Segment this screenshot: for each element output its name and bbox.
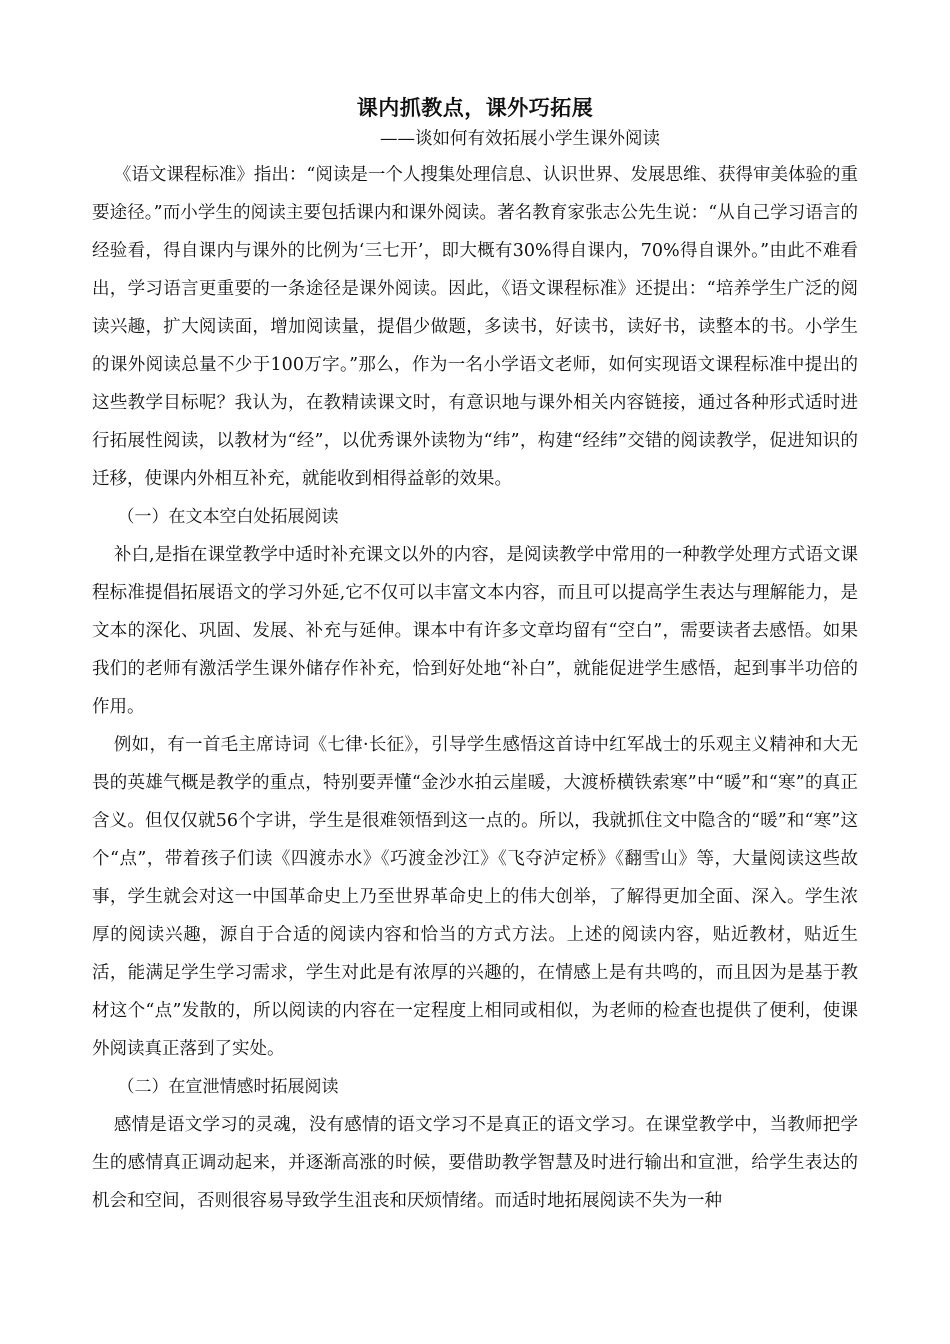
document-subtitle: ——谈如何有效拓展小学生课外阅读 bbox=[380, 129, 660, 149]
document-title: 课内抓教点，课外巧拓展 bbox=[356, 95, 594, 120]
section-2-paragraph-1: 感情是语文学习的灵魂，没有感情的语文学习不是真正的语文学习。在课堂教学中，当教师把学生的感情真正调动起来，并逐渐高涨的时候，要借助教学智慧及时进行输出和宣泄，给学生表达的机会和空间，否则很容易导致学生沮丧和厌烦情绪。而适时地拓展阅读不失为一种 bbox=[92, 1115, 858, 1211]
section-1-paragraph-2: 例如，有一首毛主席诗词《七律·长征》，引导学生感悟这首诗中红军战士的乐观主义精神和大无畏的英雄气概是教学的重点，特别要弄懂“金沙水拍云崖暖，大渡桥横铁索寒”中“暖”和“寒”的真正含义。但仅仅就56个字讲，学生是很难领悟到这一点的。所以，我就抓住文中隐含的“暖”和“寒”这个“点”，带着孩子们读《四渡赤水》《巧渡金沙江》《飞夺泸定桥》《翻雪山》等，大量阅读这些故事，学生就会对这一中国革命史上乃至世界革命史上的伟大创举，了解得更加全面、深入。学生浓厚的阅读兴趣，源自于合适的阅读内容和恰当的方式方法。上述的阅读内容，贴近教材，贴近生活，能满足学生学习需求，学生对此是有浓厚的兴趣的，在情感上是有共鸣的，而且因为是基于教材这个“点”发散的，所以阅读的内容在一定程度上相同或相似，为老师的检查也提供了便利，使课外阅读真正落到了实处。 bbox=[92, 735, 858, 1059]
section-1-heading: （一）在文本空白处拓展阅读 bbox=[117, 507, 339, 527]
document-page bbox=[92, 92, 858, 1220]
intro-paragraph: 《语文课程标准》指出：“阅读是一个人搜集处理信息、认识世界、发展思维、获得审美体验的重要途径。”而小学生的阅读主要包括课内和课外阅读。著名教育家张志公先生说：“从自己学习语言的经验看，得自课内与课外的比例为‘三七开’，即大概有30%得自课内，70%得自课外。”由此不难看出，学习语言更重要的一条途径是课外阅读。因此，《语文课程标准》还提出：“培养学生广泛的阅读兴趣，扩大阅读面，增加阅读量，提倡少做题，多读书，好读书，读好书，读整本的书。小学生的课外阅读总量不少于100万字。”那么，作为一名小学语文老师，如何实现语文课程标准中提出的这些教学目标呢？我认为，在教精读课文时，有意识地与课外相关内容链接，通过各种形式适时进行拓展性阅读，以教材为“经”，以优秀课外读物为“纬”，构建“经纬”交错的阅读教学，促进知识的迁移，使课内外相互补充，就能收到相得益彰的效果。 bbox=[92, 165, 858, 489]
section-1-paragraph-1: 补白,是指在课堂教学中适时补充课文以外的内容，是阅读教学中常用的一种教学处理方式语文课程标准提倡拓展语文的学习外延,它不仅可以丰富文本内容，而且可以提高学生表达与理解能力，是文本的深化、巩固、发展、补充与延伸。课本中有许多文章均留有“空白”，需要读者去感悟。如果我们的老师有激活学生课外储存作补充，恰到好处地“补白”，就能促进学生感悟，起到事半功倍的作用。 bbox=[92, 545, 858, 717]
section-2-heading: （二）在宣泄情感时拓展阅读 bbox=[117, 1077, 339, 1097]
